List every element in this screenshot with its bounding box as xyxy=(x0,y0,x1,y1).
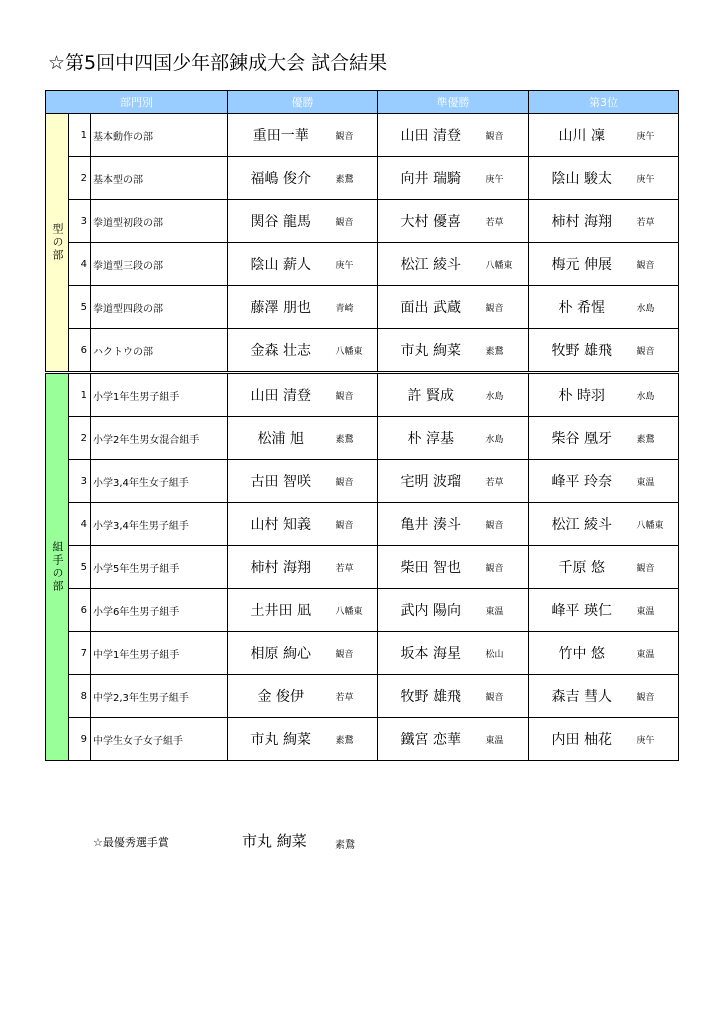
third-place-club: 水島 xyxy=(635,286,679,329)
row-number: 4 xyxy=(69,243,91,286)
first-place-name: 市丸 絢菜 xyxy=(228,718,334,761)
table-row xyxy=(46,718,679,761)
third-place-name: 陰山 駿太 xyxy=(529,157,635,200)
second-place-club: 東温 xyxy=(484,589,529,632)
event-name: 小学2年生男女混合組手 xyxy=(91,417,228,460)
first-place-club: 八幡東 xyxy=(334,589,378,632)
third-place-name: 内田 柚花 xyxy=(529,718,635,761)
third-place-name: 朴 希惺 xyxy=(529,286,635,329)
first-place-club: 素鵞 xyxy=(334,718,378,761)
third-place-name: 千原 悠 xyxy=(529,546,635,589)
row-number: 8 xyxy=(69,675,91,718)
header-second: 準優勝 xyxy=(378,91,529,114)
second-place-club: 八幡東 xyxy=(484,243,529,286)
third-place-club: 東温 xyxy=(635,589,679,632)
table-row xyxy=(46,546,679,589)
award-label: ☆最優秀選手賞 xyxy=(93,836,169,849)
third-place-name: 峰平 瑛仁 xyxy=(529,589,635,632)
first-place-club: 青崎 xyxy=(334,286,378,329)
first-place-name: 相原 絢心 xyxy=(228,632,334,675)
first-place-name: 金森 壮志 xyxy=(228,329,334,373)
first-place-name: 関谷 龍馬 xyxy=(228,200,334,243)
first-place-name: 陰山 薪人 xyxy=(228,243,334,286)
table-row xyxy=(46,460,679,503)
third-place-club: 素鵞 xyxy=(635,417,679,460)
first-place-club: 八幡東 xyxy=(334,329,378,373)
first-place-club: 観音 xyxy=(334,373,378,417)
second-place-name: 亀井 湊斗 xyxy=(378,503,484,546)
results-table xyxy=(45,90,679,761)
event-name: 中学1年生男子組手 xyxy=(91,632,228,675)
first-place-name: 柿村 海翔 xyxy=(228,546,334,589)
award-winner-name: 市丸 絢菜 xyxy=(242,832,307,850)
third-place-name: 柿村 海翔 xyxy=(529,200,635,243)
first-place-club: 庚午 xyxy=(334,243,378,286)
table-row xyxy=(46,200,679,243)
table-row xyxy=(46,373,679,417)
second-place-name: 武内 陽向 xyxy=(378,589,484,632)
second-place-club: 若草 xyxy=(484,460,529,503)
third-place-club: 東温 xyxy=(635,632,679,675)
third-place-club: 観音 xyxy=(635,546,679,589)
row-number: 5 xyxy=(69,546,91,589)
table-row xyxy=(46,417,679,460)
third-place-club: 庚午 xyxy=(635,718,679,761)
page-title: ☆第5回中四国少年部錬成大会 試合結果 xyxy=(48,52,388,74)
second-place-name: 牧野 雄飛 xyxy=(378,675,484,718)
event-name: 拳道型初段の部 xyxy=(91,200,228,243)
row-number: 7 xyxy=(69,632,91,675)
first-place-club: 素鵞 xyxy=(334,417,378,460)
award-winner-club: 素鵞 xyxy=(335,840,355,851)
first-place-club: 観音 xyxy=(334,503,378,546)
third-place-name: 山川 凜 xyxy=(529,114,635,157)
event-name: 小学3,4年生男子組手 xyxy=(91,503,228,546)
event-name: 中学2,3年生男子組手 xyxy=(91,675,228,718)
event-name: ハクトウの部 xyxy=(91,329,228,373)
second-place-club: 水島 xyxy=(484,417,529,460)
second-place-name: 朴 淳基 xyxy=(378,417,484,460)
first-place-club: 若草 xyxy=(334,546,378,589)
third-place-club: 八幡東 xyxy=(635,503,679,546)
second-place-club: 観音 xyxy=(484,286,529,329)
second-place-name: 山田 清登 xyxy=(378,114,484,157)
table-row xyxy=(46,286,679,329)
event-name: 中学生女子女子組手 xyxy=(91,718,228,761)
table-header-row xyxy=(46,91,679,114)
second-place-club: 水島 xyxy=(484,373,529,417)
third-place-club: 観音 xyxy=(635,675,679,718)
third-place-club: 庚午 xyxy=(635,157,679,200)
first-place-club: 観音 xyxy=(334,460,378,503)
row-number: 2 xyxy=(69,157,91,200)
second-place-club: 観音 xyxy=(484,675,529,718)
event-name: 基本型の部 xyxy=(91,157,228,200)
second-place-name: 向井 瑞騎 xyxy=(378,157,484,200)
third-place-club: 若草 xyxy=(635,200,679,243)
third-place-name: 森吉 彗人 xyxy=(529,675,635,718)
event-name: 小学5年生男子組手 xyxy=(91,546,228,589)
second-place-name: 大村 優喜 xyxy=(378,200,484,243)
first-place-club: 素鵞 xyxy=(334,157,378,200)
event-name: 小学1年生男子組手 xyxy=(91,373,228,417)
event-name: 拳道型四段の部 xyxy=(91,286,228,329)
row-number: 3 xyxy=(69,460,91,503)
row-number: 5 xyxy=(69,286,91,329)
second-place-name: 柴田 智也 xyxy=(378,546,484,589)
third-place-name: 松江 綾斗 xyxy=(529,503,635,546)
third-place-name: 竹中 悠 xyxy=(529,632,635,675)
first-place-name: 金 俊伊 xyxy=(228,675,334,718)
first-place-club: 若草 xyxy=(334,675,378,718)
third-place-club: 水島 xyxy=(635,373,679,417)
second-place-club: 庚午 xyxy=(484,157,529,200)
kumite-group-label: 組手の部 xyxy=(46,373,69,761)
kumite-section xyxy=(46,373,679,761)
first-place-club: 観音 xyxy=(334,114,378,157)
second-place-name: 坂本 海星 xyxy=(378,632,484,675)
event-name: 小学6年生男子組手 xyxy=(91,589,228,632)
second-place-name: 鐵宮 恋華 xyxy=(378,718,484,761)
second-place-name: 市丸 絢菜 xyxy=(378,329,484,373)
table-row xyxy=(46,675,679,718)
first-place-name: 古田 智咲 xyxy=(228,460,334,503)
second-place-club: 東温 xyxy=(484,718,529,761)
first-place-name: 松浦 旭 xyxy=(228,417,334,460)
row-number: 3 xyxy=(69,200,91,243)
row-number: 1 xyxy=(69,114,91,157)
table-row xyxy=(46,503,679,546)
table-row xyxy=(46,114,679,157)
first-place-name: 藤澤 朋也 xyxy=(228,286,334,329)
kata-section xyxy=(46,114,679,373)
third-place-name: 峰平 玲奈 xyxy=(529,460,635,503)
second-place-name: 宅明 波瑠 xyxy=(378,460,484,503)
row-number: 9 xyxy=(69,718,91,761)
first-place-name: 土井田 凪 xyxy=(228,589,334,632)
event-name: 基本動作の部 xyxy=(91,114,228,157)
event-name: 拳道型三段の部 xyxy=(91,243,228,286)
third-place-name: 朴 時羽 xyxy=(529,373,635,417)
table-row xyxy=(46,243,679,286)
third-place-club: 観音 xyxy=(635,243,679,286)
second-place-name: 松江 綾斗 xyxy=(378,243,484,286)
first-place-club: 観音 xyxy=(334,632,378,675)
first-place-name: 福嶋 俊介 xyxy=(228,157,334,200)
first-place-name: 山田 清登 xyxy=(228,373,334,417)
third-place-club: 庚午 xyxy=(635,114,679,157)
table-row xyxy=(46,157,679,200)
table-row xyxy=(46,329,679,373)
row-number: 1 xyxy=(69,373,91,417)
second-place-club: 素鵞 xyxy=(484,329,529,373)
second-place-name: 面出 武蔵 xyxy=(378,286,484,329)
third-place-club: 観音 xyxy=(635,329,679,373)
second-place-name: 許 賢成 xyxy=(378,373,484,417)
second-place-club: 観音 xyxy=(484,546,529,589)
third-place-name: 梅元 伸展 xyxy=(529,243,635,286)
table-row xyxy=(46,632,679,675)
first-place-name: 重田一華 xyxy=(228,114,334,157)
third-place-name: 牧野 雄飛 xyxy=(529,329,635,373)
header-first: 優勝 xyxy=(228,91,378,114)
header-third: 第3位 xyxy=(529,91,679,114)
second-place-club: 観音 xyxy=(484,114,529,157)
kata-group-label: 型の部 xyxy=(46,114,69,373)
second-place-club: 若草 xyxy=(484,200,529,243)
second-place-club: 松山 xyxy=(484,632,529,675)
row-number: 2 xyxy=(69,417,91,460)
row-number: 6 xyxy=(69,589,91,632)
second-place-club: 観音 xyxy=(484,503,529,546)
third-place-name: 柴谷 凰牙 xyxy=(529,417,635,460)
header-category: 部門別 xyxy=(46,91,228,114)
table-row xyxy=(46,589,679,632)
third-place-club: 東温 xyxy=(635,460,679,503)
row-number: 4 xyxy=(69,503,91,546)
row-number: 6 xyxy=(69,329,91,373)
event-name: 小学3,4年生女子組手 xyxy=(91,460,228,503)
first-place-club: 観音 xyxy=(334,200,378,243)
first-place-name: 山村 知義 xyxy=(228,503,334,546)
